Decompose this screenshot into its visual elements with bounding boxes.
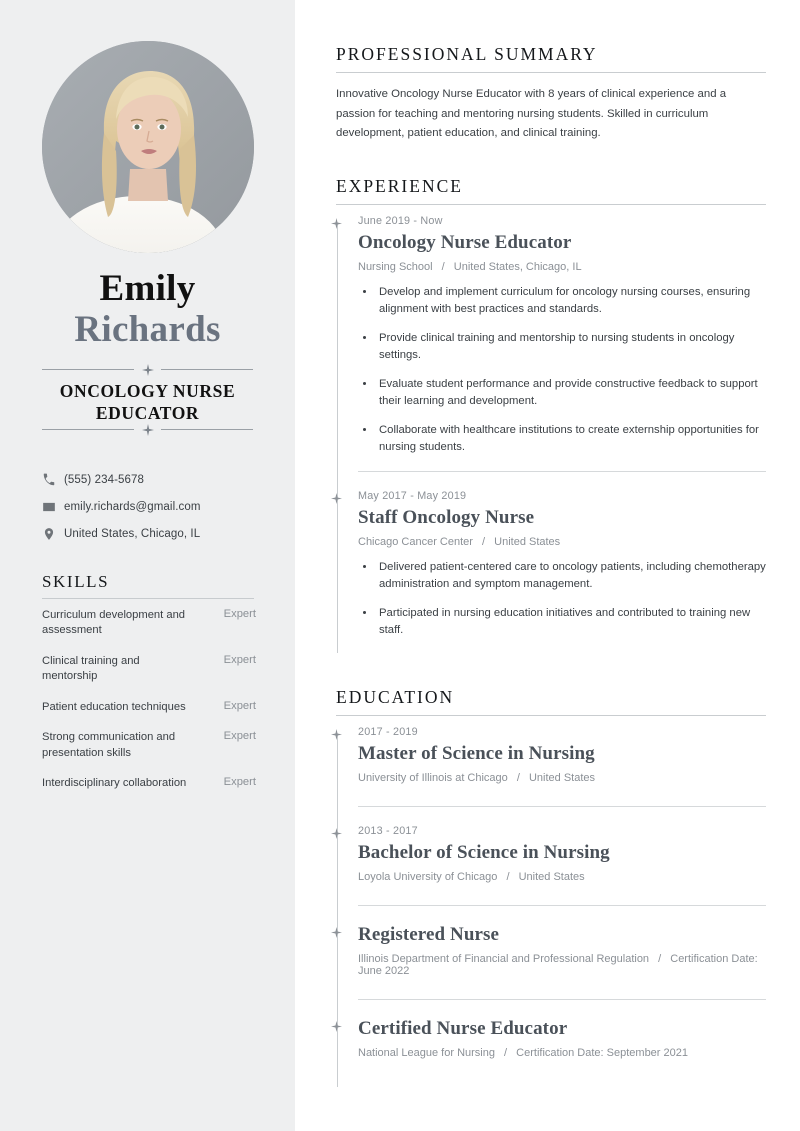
certification-date: Certification Date: June 2022 [358, 952, 758, 977]
skill-name: Curriculum development and assessment [42, 609, 186, 637]
certification-issuer: Illinois Department of Financial and Professional Regulation [358, 952, 650, 965]
contact-location[interactable] [42, 520, 257, 547]
last-name: Richards [74, 309, 221, 351]
separator: / [658, 952, 662, 965]
skill-level: Expert [223, 699, 256, 712]
phone-value: (555) 234-5678 [64, 473, 145, 486]
experience-entry [358, 215, 766, 490]
certification-entry [358, 1018, 766, 1087]
certification-subtitle [358, 1047, 766, 1059]
section-rule [336, 715, 766, 716]
education-location: United States [528, 771, 596, 784]
skill-level: Expert [223, 653, 256, 666]
envelope-icon [42, 500, 64, 514]
skill-item [42, 654, 256, 685]
education-institution: University of Illinois at Chicago [358, 771, 508, 784]
skill-name: Strong communication and presentation skills [42, 731, 176, 759]
location-value: United States, Chicago, IL [64, 527, 201, 540]
full-name [0, 268, 295, 351]
education-location: United States [518, 870, 585, 883]
main-column [336, 0, 766, 1087]
experience-bullets [358, 284, 766, 457]
section-rule [336, 204, 766, 205]
certification-title: Registered Nurse [358, 923, 500, 945]
profile-photo [42, 41, 254, 253]
education-entry [358, 825, 766, 924]
skills-heading-rule [42, 598, 254, 599]
bullet-item: • Collaborate with healthcare institutions to create externship opportunities for nursing students. [376, 422, 766, 457]
bullet-item: • Develop and implement curriculum for oncology nursing courses, ensuring alignment with best practices and standards. [376, 284, 766, 319]
education-date: 2013 - 2017 [358, 824, 418, 837]
skill-name: Interdisciplinary collaboration [42, 777, 187, 790]
experience-heading-label: EXPERIENCE [336, 175, 463, 196]
star-marker-icon [331, 1021, 342, 1032]
experience-location: United States, Chicago, IL [453, 260, 582, 273]
phone-icon [42, 473, 64, 487]
job-title: ONCOLOGY NURSE EDUCATOR [59, 381, 236, 424]
experience-employer: Nursing School [358, 260, 433, 273]
separator: / [506, 870, 510, 883]
star-marker-icon [331, 729, 342, 740]
certification-title: Certified Nurse Educator [358, 1017, 568, 1039]
map-pin-icon [42, 527, 64, 541]
experience-date: June 2019 - Now [358, 214, 443, 227]
education-institution: Loyola University of Chicago [358, 870, 498, 883]
section-rule [336, 72, 766, 73]
professional-summary-heading [336, 44, 766, 73]
skill-level: Expert [223, 730, 256, 743]
education-date: 2017 - 2019 [358, 725, 418, 738]
experience-location: United States [494, 535, 561, 548]
bullet-item: • Provide clinical training and mentorship to nursing students in oncology settings. [376, 330, 766, 365]
bullet-item: • Participated in nursing education initiatives and contributed to training new staff. [376, 605, 766, 640]
experience-title: Oncology Nurse Educator [358, 231, 572, 253]
star-marker-icon [331, 828, 342, 839]
certification-issuer: National League for Nursing [358, 1046, 495, 1059]
skill-name: Clinical training and mentorship [42, 654, 140, 683]
education-title: Bachelor of Science in Nursing [358, 841, 610, 863]
star-marker-icon [331, 493, 342, 504]
star-ornament-icon [142, 364, 154, 376]
skill-item [42, 776, 256, 791]
sidebar [0, 0, 295, 1131]
education-subtitle [358, 772, 766, 784]
entry-rule [358, 999, 766, 1000]
education-heading-label: EDUCATION [336, 686, 455, 707]
skill-name: Patient education techniques [42, 700, 186, 713]
experience-employer: Chicago Cancer Center [358, 535, 473, 548]
experience-bullets [358, 559, 766, 640]
entry-rule [358, 905, 766, 906]
education-entry [358, 726, 766, 825]
skill-level: Expert [223, 608, 256, 620]
contact-phone[interactable] [42, 466, 257, 493]
skills-heading [42, 572, 254, 599]
experience-entry [358, 490, 766, 653]
experience-timeline [336, 215, 766, 653]
ornament-divider-bottom [42, 424, 253, 434]
education-title: Master of Science in Nursing [358, 742, 595, 764]
star-marker-icon [331, 218, 342, 229]
experience-title: Staff Oncology Nurse [358, 506, 535, 528]
first-name: Emily [99, 268, 196, 309]
experience-heading [336, 176, 766, 205]
separator: / [441, 260, 445, 273]
bullet-item: • Delivered patient-centered care to oncology patients, including chemotherapy administration and symptom management. [376, 559, 766, 594]
experience-subtitle [358, 536, 766, 548]
separator: / [516, 771, 520, 784]
bullet-item: • Evaluate student performance and provide constructive feedback to support their learning and development. [376, 376, 766, 411]
experience-subtitle [358, 261, 766, 273]
contact-email[interactable] [42, 493, 257, 520]
education-timeline [336, 726, 766, 1087]
education-subtitle [358, 871, 766, 883]
star-ornament-icon [142, 424, 154, 436]
skill-item [42, 730, 256, 761]
skills-list [42, 608, 256, 807]
skill-item [42, 608, 256, 639]
skill-level: Expert [223, 776, 256, 789]
email-value: emily.richards@gmail.com [64, 500, 201, 513]
skills-heading-label: SKILLS [42, 572, 110, 591]
separator: / [504, 1046, 508, 1059]
certification-entry [358, 924, 766, 1018]
professional-summary-heading-label: PROFESSIONAL SUMMARY [336, 44, 598, 64]
entry-rule [358, 806, 766, 807]
separator: / [482, 535, 486, 548]
entry-rule [358, 471, 766, 472]
certification-date: Certification Date: September 2021 [516, 1046, 688, 1059]
education-heading [336, 687, 766, 716]
skill-item [42, 700, 256, 715]
professional-summary-text: Innovative Oncology Nurse Educator with 8 years of clinical experience and a passion for teaching and mentoring nursing students. Skilled in curriculum development, patient education, and clinical training. [336, 88, 727, 140]
experience-date: May 2017 - May 2019 [358, 489, 467, 502]
ornament-divider-top [42, 364, 253, 374]
certification-subtitle [358, 953, 766, 977]
contact-list [42, 466, 257, 547]
star-marker-icon [331, 927, 342, 938]
